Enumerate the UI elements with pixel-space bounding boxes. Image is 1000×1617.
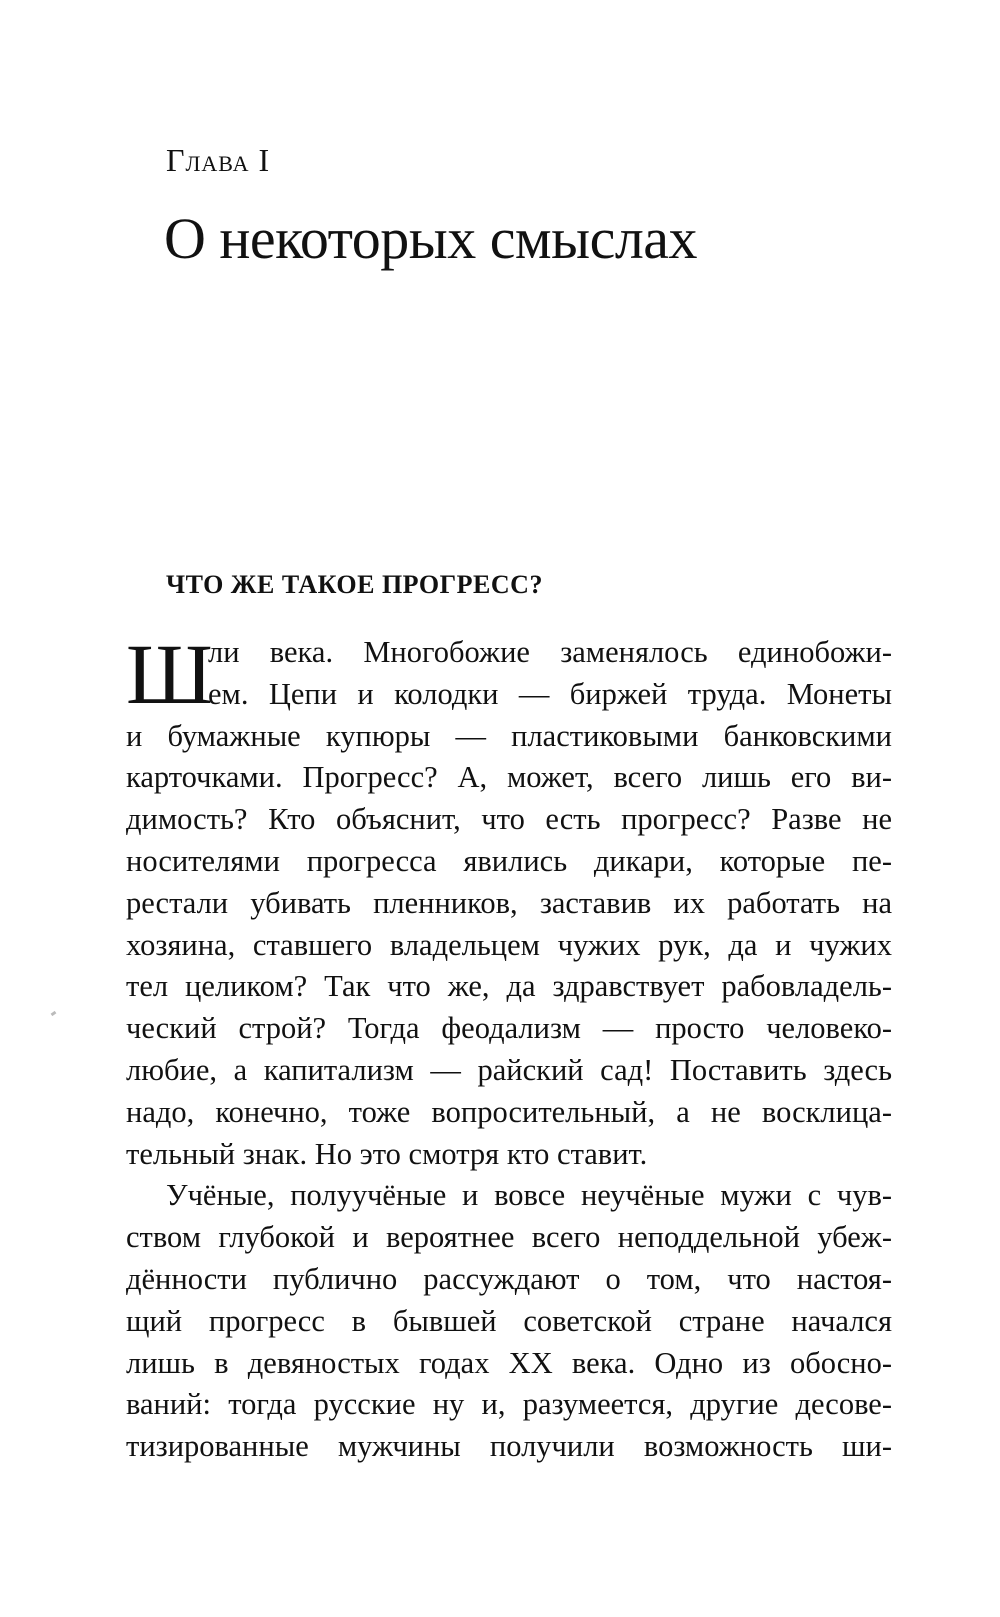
chapter-label: Глава I <box>166 142 271 178</box>
text-line: щий прогресс в бывшей советской стране начался <box>126 1303 892 1338</box>
scan-speck <box>51 1011 57 1016</box>
text-line: тельный знак. Но это смотря кто ставит. <box>126 1136 648 1171</box>
text-line: и бумажные купюры — пластиковыми банковскими <box>126 718 892 753</box>
text-line: лишь в девяностых годах XX века. Одно из обосно- <box>126 1345 892 1380</box>
text-line: Учёные, полуучёные и вовсе неучёные мужи с чув- <box>166 1178 892 1213</box>
drop-cap: Ш <box>126 626 213 722</box>
text-line: ли века. Многобожие заменялось единобожи- <box>208 635 892 669</box>
text-line: ческий строй? Тогда феодализм — просто человеко- <box>126 1011 892 1046</box>
text-line: ем. Цепи и колодки — биржей труда. Монеты <box>208 676 892 711</box>
text-line: рестали убивать пленников, заставив их работать на <box>126 885 892 920</box>
text-line: хозяина, ставшего владельцем чужих рук, да и чужих <box>126 927 892 962</box>
section-heading: ЧТО ЖЕ ТАКОЕ ПРОГРЕСС? <box>166 570 543 599</box>
text-line: ваний: тогда русские ну и, разумеется, другие десове- <box>126 1387 892 1422</box>
text-line: карточками. Прогресс? А, может, всего лишь его ви- <box>126 760 892 795</box>
body-text <box>126 626 892 1468</box>
chapter-title: О некоторых смыслах <box>164 206 698 271</box>
text-line: тизированные мужчины получили возможность ши- <box>126 1429 892 1464</box>
text-line: ством глубокой и вероятнее всего неподдельной убеж- <box>126 1220 892 1255</box>
text-line: тел целиком? Так что же, да здравствует рабовладель- <box>126 969 892 1004</box>
text-line: носителями прогресса явились дикари, которые пе- <box>126 843 892 878</box>
text-line: надо, конечно, тоже вопросительный, а не восклица- <box>126 1094 892 1129</box>
text-line: димость? Кто объяснит, что есть прогресс? Разве не <box>126 802 892 837</box>
text-line: дённости публично рассуждают о том, что настоя- <box>126 1261 892 1296</box>
text-line: любие, а капитализм — райский сад! Поставить здесь <box>126 1052 892 1087</box>
